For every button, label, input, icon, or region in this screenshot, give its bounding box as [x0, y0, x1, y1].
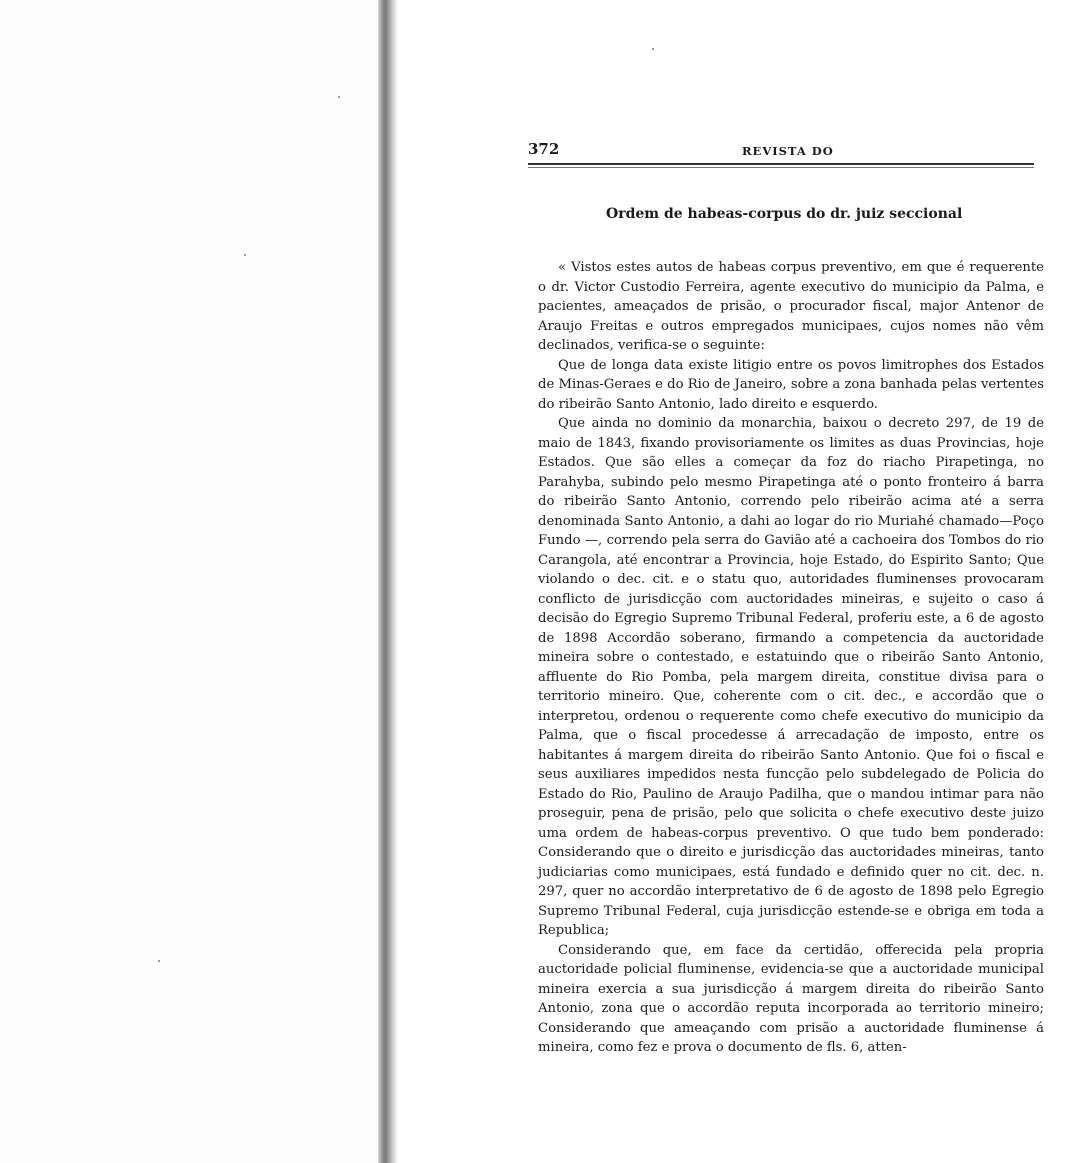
paragraph: Considerando que, em face da certidão, offerecida pela propria auctoridade policial fluminense, evidencia-se que a auctoridade municipal mineira exercia a sua jurisdicção á margem direita do ribeirão Santo Antonio, zona que o accordão reputa incorporada ao territorio mineiro; Considerando que ameaçando com prisão a auctoridade fluminense á mineira, como fez e prova o documento de fls. 6, atten- [538, 942, 1044, 1055]
running-head [528, 140, 1048, 160]
paragraph: Que ainda no dominio da monarchia, baixou o decreto 297, de 19 de maio de 1843, fixando provisoriamente os limites as duas Provincias, hoje Estados. Que são elles a começar da foz do riacho Pirapetinga, no Parahyba, subindo pelo mesmo Pirapetinga até o ponto fronteiro á barra do ribeirão Santo Antonio, correndo pelo ribeirão acima até a serra denominada Santo Antonio, a dahi ao logar do rio Muriahé chamado—Poço Fundo —, correndo pela serra do Gavião até a cachoeira dos Tombos do rio Carangola, até encontrar a Provincia, hoje Estado, do Espirito Santo; Que violando o dec. cit. e o statu quo, autoridades fluminenses provocaram conflicto de jurisdicção com auctoridades mineiras, e sujeito o caso á decisão do Egregio Supremo Tribunal Federal, proferiu este, a 6 de agosto de 1898 Accordão soberano, firmando a competencia da auctoridade mineira sobre o contestado, e estatuindo que o ribeirão Santo Antonio, affluente do Rio Pomba, pela margem direita, constitue divisa para o territorio mineiro. Que, coherente com o cit. dec., e accordão que o interpretou, ordenou o requerente como chefe executivo do municipio da Palma, que o fiscal procedesse á arrecadação de imposto, entre os habitantes á margem direita do ribeirão Santo Antonio. Que foi o fiscal e seus auxiliares impedidos nesta funcção pelo subdelegado de Policia do Estado do Rio, Paulino de Araujo Padilha, que o mandou intimar para não proseguir, pena de prisão, pelo que solicita o chefe executivo deste juizo uma ordem de habeas-corpus preventivo. O que tudo bem ponderado: Considerando que o direito e jurisdicção das auctoridades mineiras, tanto judiciarias como municipaes, está fundado e definido quer no cit. dec. n. 297, quer no accordão interpretativo de 6 de agosto de 1898 pelo Egregio Supremo Tribunal Federal, cuja jurisdicção estende-se e obriga em toda a Republica; [538, 416, 1044, 938]
paragraph: « Vistos estes autos de habeas corpus preventivo, em que é requerente o dr. Victor Custodio Ferreira, agente executivo do municipio da Palma, e pacientes, ameaçados de prisão, o procurador fiscal, major Antenor de Araujo Freitas e outros empregados municipaes, cujos nomes não vêm declinados, verifica-se o seguinte: [538, 260, 1044, 353]
page-header [528, 140, 1048, 160]
gutter-shadow [392, 0, 398, 1163]
body-text [538, 258, 1044, 1058]
blank-left-page [0, 0, 378, 1163]
paper-speck [244, 254, 246, 256]
header-rule [528, 163, 1034, 165]
page-number: 372 [528, 140, 560, 158]
paragraph: Que de longa data existe litigio entre os povos limitrophes dos Estados de Minas-Geraes e do Rio de Janeiro, sobre a zona banhada pelas vertentes do ribeirão Santo Antonio, lado direito e esquerdo. [538, 357, 1044, 412]
header-rule-thin [528, 167, 1034, 168]
paper-speck [338, 96, 340, 98]
paper-speck [158, 960, 160, 962]
section-heading: Ordem de habeas-corpus do dr. juiz seccional [606, 206, 963, 222]
paper-speck [652, 48, 654, 50]
journal-title: REVISTA DO [742, 144, 834, 158]
book-gutter [378, 0, 392, 1163]
